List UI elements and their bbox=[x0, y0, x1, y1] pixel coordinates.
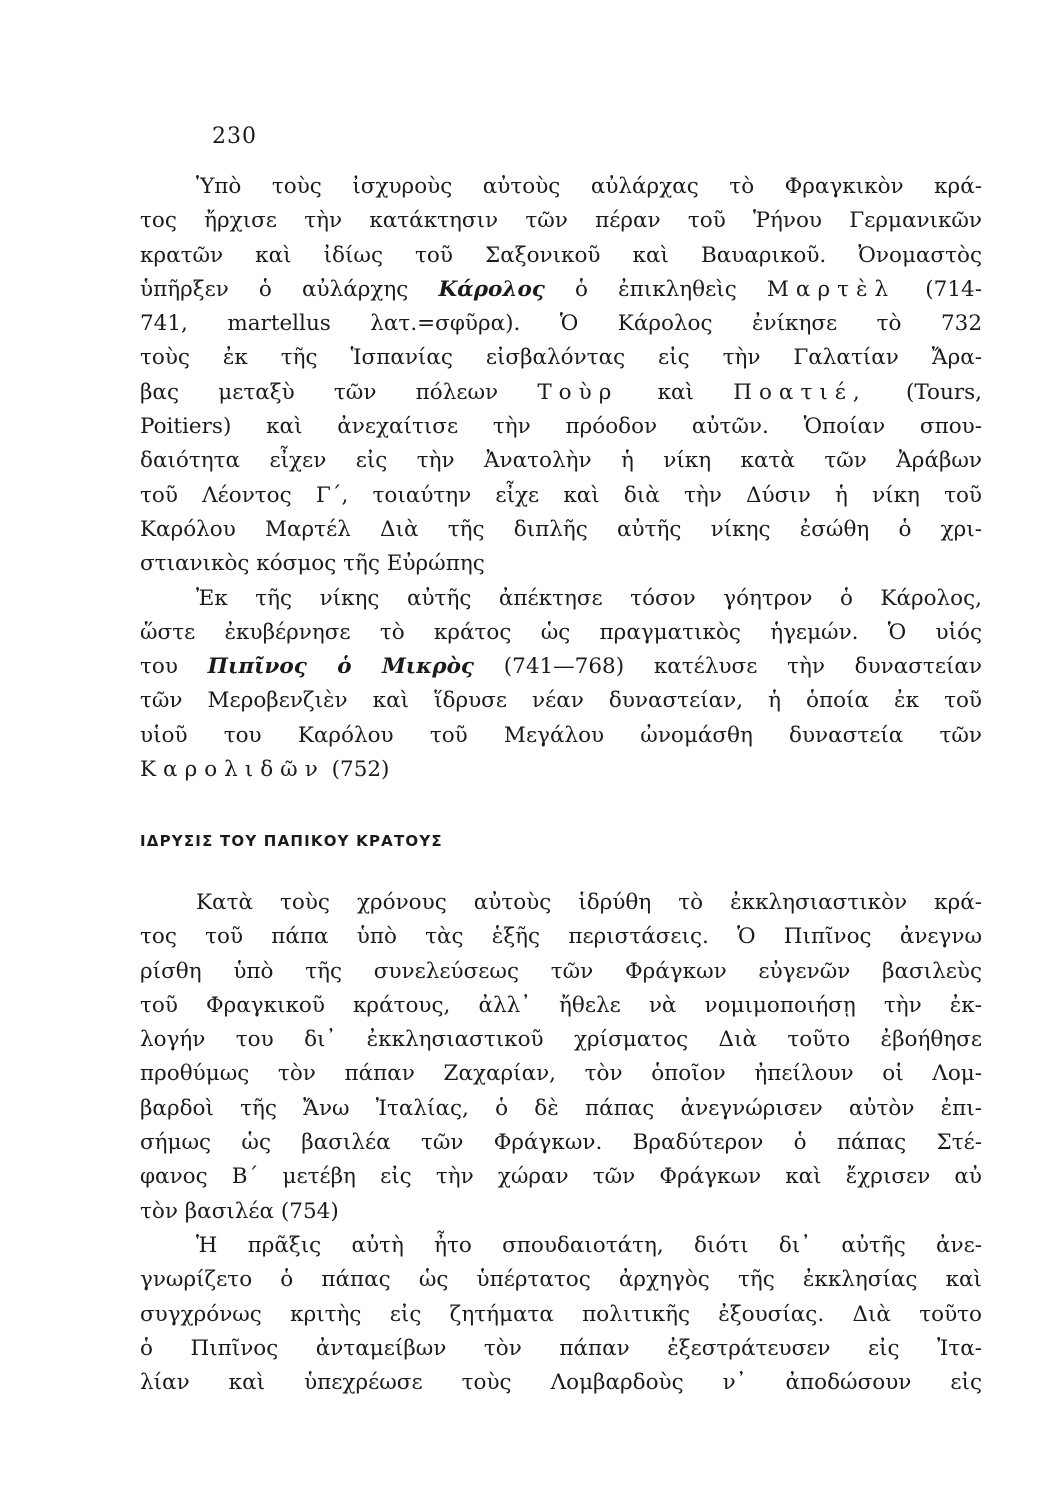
text-fragment: ὁ ἐπικληθεὶς bbox=[575, 276, 737, 302]
name-poitiers: Ποατιέ, bbox=[733, 379, 867, 405]
text-line: λίαν καὶ ὑπεχρέωσε τοὺς Λομβαρδοὺς ν᾿ ἀποδώσουν εἰς bbox=[140, 1370, 982, 1396]
text-line: λογήν του δι᾿ ἐκκλησιαστικοῦ χρίσματος Διὰ τοῦτο ἐβοήθησε bbox=[140, 1027, 982, 1053]
text-line: συγχρόνως κριτὴς εἰς ζητήματα πολιτικῆς ἐξουσίας. Διὰ τοῦτο bbox=[140, 1301, 982, 1327]
text-line bbox=[140, 753, 982, 787]
text-line: Κατὰ τοὺς χρόνους αὐτοὺς ἱδρύθη τὸ ἐκκλησιαστικὸν κρά- bbox=[196, 890, 982, 915]
text-fragment: (Tours, bbox=[906, 379, 982, 405]
text-line: υἱοῦ του Καρόλου τοῦ Μεγάλου ὠνομάσθη δυναστεία τῶν bbox=[140, 722, 982, 748]
text-fragment: (752) bbox=[331, 757, 390, 783]
text-line bbox=[140, 376, 982, 410]
paragraph-section-1 bbox=[140, 170, 982, 787]
text-line: γνωρίζετο ὁ πάπας ὡς ὑπέρτατος ἀρχηγὸς τῆς ἐκκλησίας καὶ bbox=[140, 1267, 982, 1293]
text-fragment: του bbox=[140, 654, 178, 680]
text-line: τῶν Μεροβενζιὲν καὶ ἵδρυσε νέαν δυναστείαν, ἡ ὁποία ἐκ τοῦ bbox=[140, 688, 982, 714]
text-line: ρίσθη ὑπὸ τῆς συνελεύσεως τῶν Φράγκων εὐγενῶν βασιλεὺς bbox=[140, 958, 982, 984]
name-karolides: Καρολιδῶν bbox=[140, 757, 325, 783]
text-line: τος ἤρχισε τὴν κατάκτησιν τῶν πέραν τοῦ Ῥήνου Γερμανικῶν bbox=[140, 208, 982, 234]
name-karolos: Κάρολος bbox=[438, 276, 545, 302]
text-fragment: (741—768) κατέλυσε τὴν δυναστείαν bbox=[503, 654, 982, 680]
text-line: σήμως ὡς βασιλέα τῶν Φράγκων. Βραδύτερον ὁ πάπας Στέ- bbox=[140, 1130, 982, 1156]
text-line: Ἐκ τῆς νίκης αὐτῆς ἀπέκτησε τόσον γόητρον ὁ Κάρολος, bbox=[196, 585, 982, 611]
text-fragment: ὑπῆρξεν ὁ αὐλάρχης bbox=[140, 276, 409, 302]
text-line: τος τοῦ πάπα ὑπὸ τὰς ἑξῆς περιστάσεις. Ὁ Πιπῖνος ἀνεγνω bbox=[140, 924, 982, 950]
text-line: ὁ Πιπῖνος ἀνταμείβων τὸν πάπαν ἐξεστράτευσεν εἰς Ἰτα- bbox=[140, 1335, 982, 1361]
text-line: τοῦ Λέοντος Γ΄, τοιαύτην εἶχε καὶ διὰ τὴν Δύσιν ἡ νίκη τοῦ bbox=[140, 482, 982, 508]
text-line: κρατῶν καὶ ἰδίως τοῦ Σαξονικοῦ καὶ Βαυαρικοῦ. Ὀνομαστὸς bbox=[140, 242, 982, 268]
text-line: τοῦ Φραγκικοῦ κράτους, ἀλλ᾿ ἤθελε νὰ νομιμοποιήσῃ τὴν ἐκ- bbox=[140, 992, 982, 1018]
text-fragment: καὶ bbox=[657, 379, 694, 405]
text-line: Poitiers) καὶ ἀνεχαίτισε τὴν πρόοδον αὐτῶν. Ὁποίαν σπου- bbox=[140, 414, 982, 440]
text-line: βαρδοὶ τῆς Ἄνω Ἰταλίας, ὁ δὲ πάπας ἀνεγνώρισεν αὐτὸν ἐπι- bbox=[140, 1095, 982, 1121]
text-line: τοὺς ἐκ τῆς Ἱσπανίας εἰσβαλόντας εἰς τὴν Γαλατίαν Ἄρα- bbox=[140, 345, 982, 371]
paragraph-section-2 bbox=[140, 886, 982, 1400]
text-line: Καρόλου Μαρτέλ Διὰ τῆς διπλῆς αὐτῆς νίκης ἐσώθη ὁ χρι- bbox=[140, 516, 982, 542]
name-martel: Μαρτὲλ bbox=[766, 276, 896, 302]
name-pipinos: Πιπῖνος ὁ Μικρὸς bbox=[207, 654, 475, 680]
text-line: ὥστε ἐκυβέρνησε τὸ κράτος ὡς πραγματικὸς ἡγεμών. Ὁ υἱός bbox=[140, 619, 982, 645]
text-line bbox=[140, 273, 982, 307]
text-line: Ὑπὸ τοὺς ἰσχυροὺς αὐτοὺς αὐλάρχας τὸ Φραγκικὸν κρά- bbox=[196, 174, 982, 199]
text-line: φανος Β΄ μετέβη εἰς τὴν χώραν τῶν Φράγκων καὶ ἔχρισεν αὐ bbox=[140, 1164, 982, 1190]
text-line: τὸν βασιλέα (754) bbox=[140, 1198, 339, 1224]
text-fragment: βας μεταξὺ τῶν πόλεων bbox=[140, 379, 499, 405]
text-line: Ἡ πρᾶξις αὐτὴ ἦτο σπουδαιοτάτη, διότι δι᾿ αὐτῆς ἀνε- bbox=[196, 1232, 982, 1258]
text-line: 741, martellus λατ.=σφῦρα). Ὁ Κάρολος ἐνίκησε τὸ 732 bbox=[140, 311, 982, 337]
text-line: προθύμως τὸν πάπαν Ζαχαρίαν, τὸν ὁποῖον ἠπείλουν οἱ Λομ- bbox=[140, 1061, 982, 1087]
name-tours: Τοὺρ bbox=[537, 379, 619, 405]
page-number: 230 bbox=[212, 124, 257, 149]
text-line bbox=[140, 650, 982, 684]
text-fragment: (714- bbox=[925, 276, 982, 302]
text-line: δαιότητα εἶχεν εἰς τὴν Ἀνατολὴν ἡ νίκη κατὰ τῶν Ἀράβων bbox=[140, 448, 982, 474]
text-line: στιανικὸς κόσμος τῆς Εὐρώπης bbox=[140, 551, 485, 577]
section-heading: ΙΔΡΥΣΙΣ ΤΟΥ ΠΑΠΙΚΟΥ ΚΡΑΤΟΥΣ bbox=[140, 832, 443, 850]
